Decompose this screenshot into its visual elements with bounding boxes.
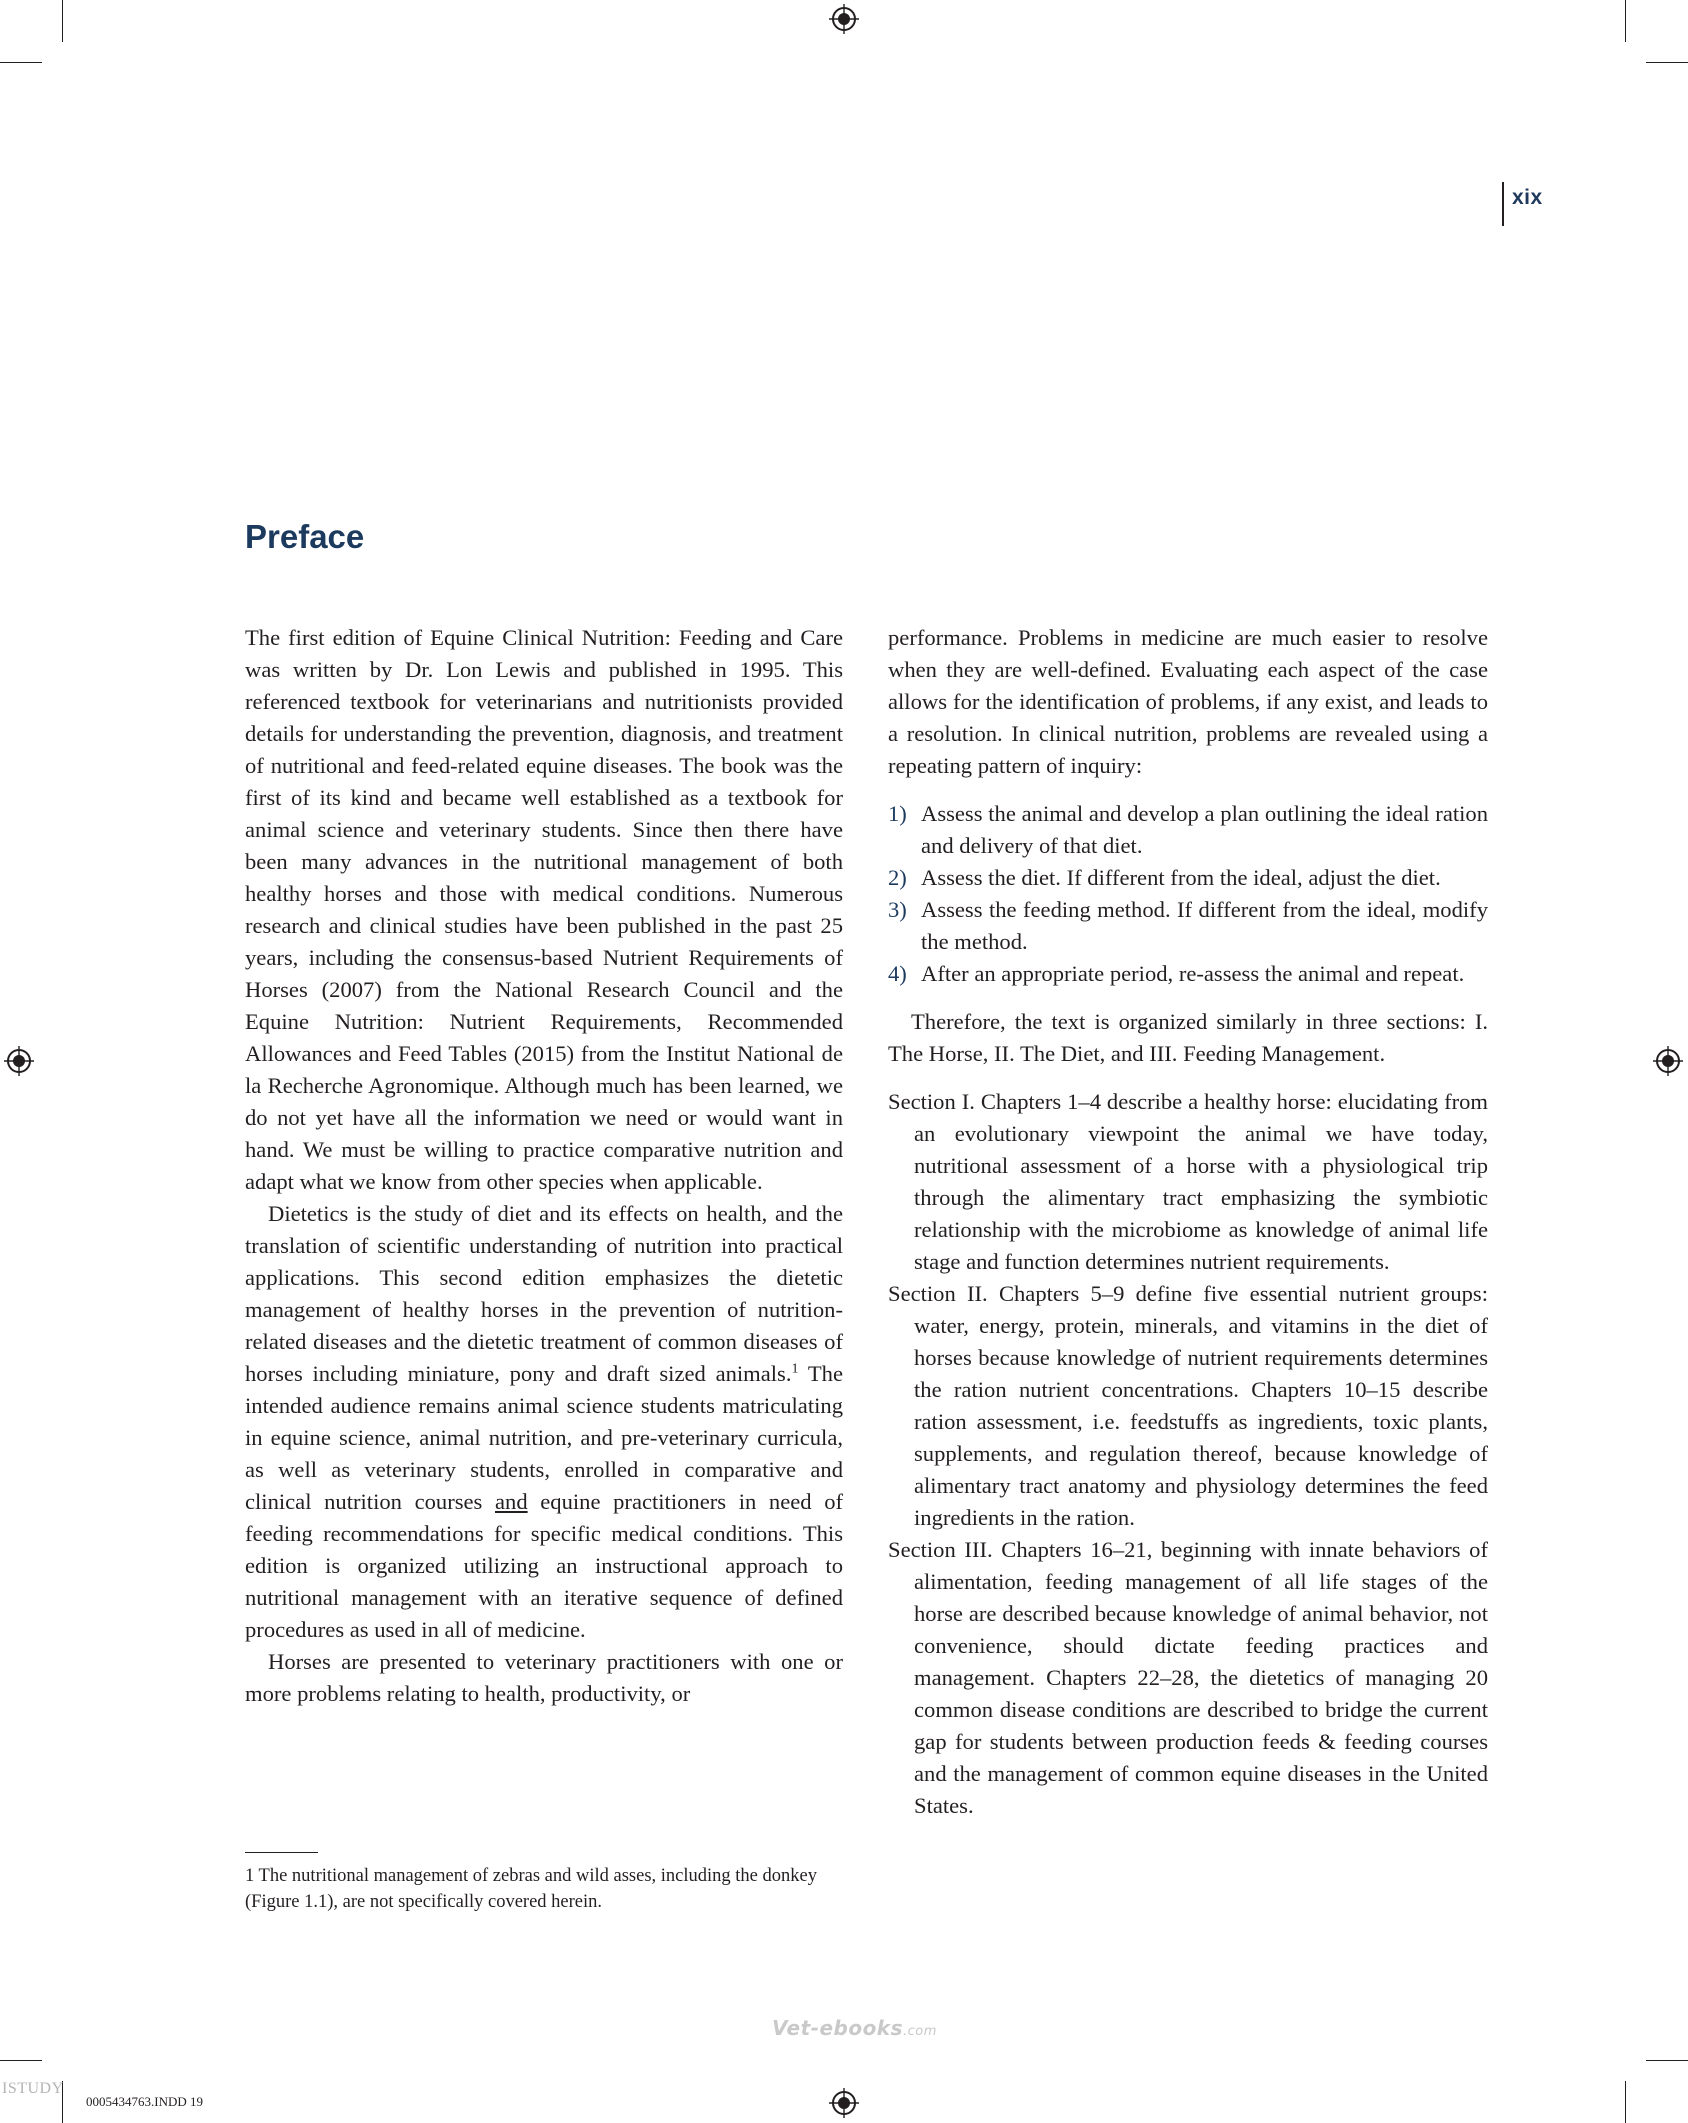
watermark-text: Vet-ebooks <box>772 2016 904 2040</box>
page-title: Preface <box>245 518 365 555</box>
paragraph-text: The intended audience remains animal science students matriculating in equine science, animal nutrition, and pre-veterinary curricula, as well as veterinary students, enrolled in comparative and clinical nutrition courses <box>245 1361 843 1514</box>
list-item-text: Assess the feeding method. If different from the ideal, modify the method. <box>921 897 1488 954</box>
paragraph <box>245 1198 843 1646</box>
list-number: 2) <box>888 865 907 890</box>
list-item <box>888 798 1488 862</box>
registration-mark-icon <box>4 1046 34 1076</box>
footnote-ref: 1 <box>791 1361 799 1377</box>
crop-mark <box>1625 2081 1626 2123</box>
list-number: 4) <box>888 961 907 986</box>
list-item-text: After an appropriate period, re-assess the animal and repeat. <box>921 961 1465 986</box>
crop-mark <box>1646 2060 1688 2061</box>
list-item-text: Assess the animal and develop a plan outlining the ideal ration and delivery of that diet. <box>921 801 1488 858</box>
right-column <box>888 622 1488 1822</box>
list-item <box>888 862 1488 894</box>
paragraph: The first edition of Equine Clinical Nutrition: Feeding and Care was written by Dr. Lon Lewis and published in 1995. This referenced textbook for veterinarians and nutritionists provided details for understanding the prevention, diagnosis, and treatment of nutritional and feed-related equine diseases. The book was the first of its kind and became well established as a textbook for animal science and veterinary students. Since then there have been many advances in the nutritional management of both healthy horses and those with medical conditions. Numerous research and clinical studies have been published in the past 25 years, including the consensus-based Nutrient Requirements of Horses (2007) from the National Research Council and the Equine Nutrition: Nutrient Requirements, Recommended Allowances and Feed Tables (2015) from the Institut National de la Recherche Agronomique. Although much has been learned, we do not yet have all the information we need or would want in hand. We must be willing to practice comparative nutrition and adapt what we know from other species when applicable. <box>245 625 843 1194</box>
page-number: xix <box>1512 186 1543 209</box>
section-description: Section II. Chapters 5–9 define five essential nutrient groups: water, energy, protein, minerals, and vitamins in the diet of horses because knowledge of nutrient requirements determines the ration nutrient concentrations. Chapters 10–15 describe ration assessment, i.e. feedstuffs as ingredients, toxic plants, supplements, and regulation thereof, because knowledge of alimentary tract anatomy and physiology determines the feed ingredients in the ration. <box>888 1281 1488 1530</box>
list-number: 1) <box>888 801 907 826</box>
section-description: Section III. Chapters 16–21, beginning with innate behaviors of alimentation, feeding management of all life stages of the horse are described because knowledge of animal behavior, not convenience, should dictate feeding practices and management. Chapters 22–28, the dietetics of managing 20 common disease conditions are described to bridge the current gap for students between production feeds & feeding courses and the management of common equine diseases in the United States. <box>888 1537 1488 1818</box>
footnote-rule <box>245 1852 318 1853</box>
list-item <box>888 894 1488 958</box>
list-item <box>888 958 1488 990</box>
list-item-text: Assess the diet. If different from the ideal, adjust the diet. <box>921 865 1441 890</box>
crop-mark <box>0 2060 42 2061</box>
side-mark: ISTUDY <box>2 2080 64 2097</box>
paragraph: performance. Problems in medicine are much easier to resolve when they are well-defined. Evaluating each aspect of the case allows for the identification of problems, if any exist, and leads to a resolution. In clinical nutrition, problems are revealed using a repeating pattern of inquiry: <box>888 625 1488 778</box>
crop-mark <box>0 62 42 63</box>
registration-mark-icon <box>829 4 859 34</box>
footnote: 1 The nutritional management of zebras and wild asses, including the donkey (Figure 1.1), are not specifically covered herein. <box>245 1866 817 1912</box>
crop-mark <box>62 0 63 42</box>
underlined-word: and <box>495 1489 528 1514</box>
section-description: Section I. Chapters 1–4 describe a healthy horse: elucidating from an evolutionary viewpoint the animal we have today, nutritional assessment of a horse with a physiological trip through the alimentary tract emphasizing the symbiotic relationship with the microbiome as knowledge of animal life stage and function determines nutrient requirements. <box>888 1089 1488 1274</box>
left-column <box>245 622 843 1710</box>
paragraph-text: Dietetics is the study of diet and its effects on health, and the translation of scientific understanding of nutrition into practical applications. This second edition emphasizes the dietetic management of healthy horses in the prevention of nutrition-related diseases and the dietetic treatment of common diseases of horses including miniature, pony and draft sized animals. <box>245 1201 843 1386</box>
registration-mark-icon <box>1653 1046 1683 1076</box>
paragraph: Therefore, the text is organized similarly in three sections: I. The Horse, II. The Diet, and III. Feeding Management. <box>888 1009 1488 1066</box>
paragraph-text: equine practitioners in need of feeding recommendations for specific medical conditions. This edition is organized utilizing an instructional approach to nutritional management with an iterative sequence of defined procedures as used in all of medicine. <box>245 1489 844 1642</box>
list-number: 3) <box>888 897 907 922</box>
watermark-domain: .com <box>903 2024 937 2039</box>
watermark <box>772 2016 937 2040</box>
crop-mark <box>1646 62 1688 63</box>
folio-divider <box>1502 182 1504 226</box>
inquiry-steps-list <box>888 798 1488 990</box>
crop-mark <box>1625 0 1626 42</box>
file-slug: 0005434763.INDD 19 <box>86 2094 203 2109</box>
paragraph: Horses are presented to veterinary practitioners with one or more problems relating to health, productivity, or <box>245 1649 843 1706</box>
registration-mark-icon <box>829 2088 859 2118</box>
